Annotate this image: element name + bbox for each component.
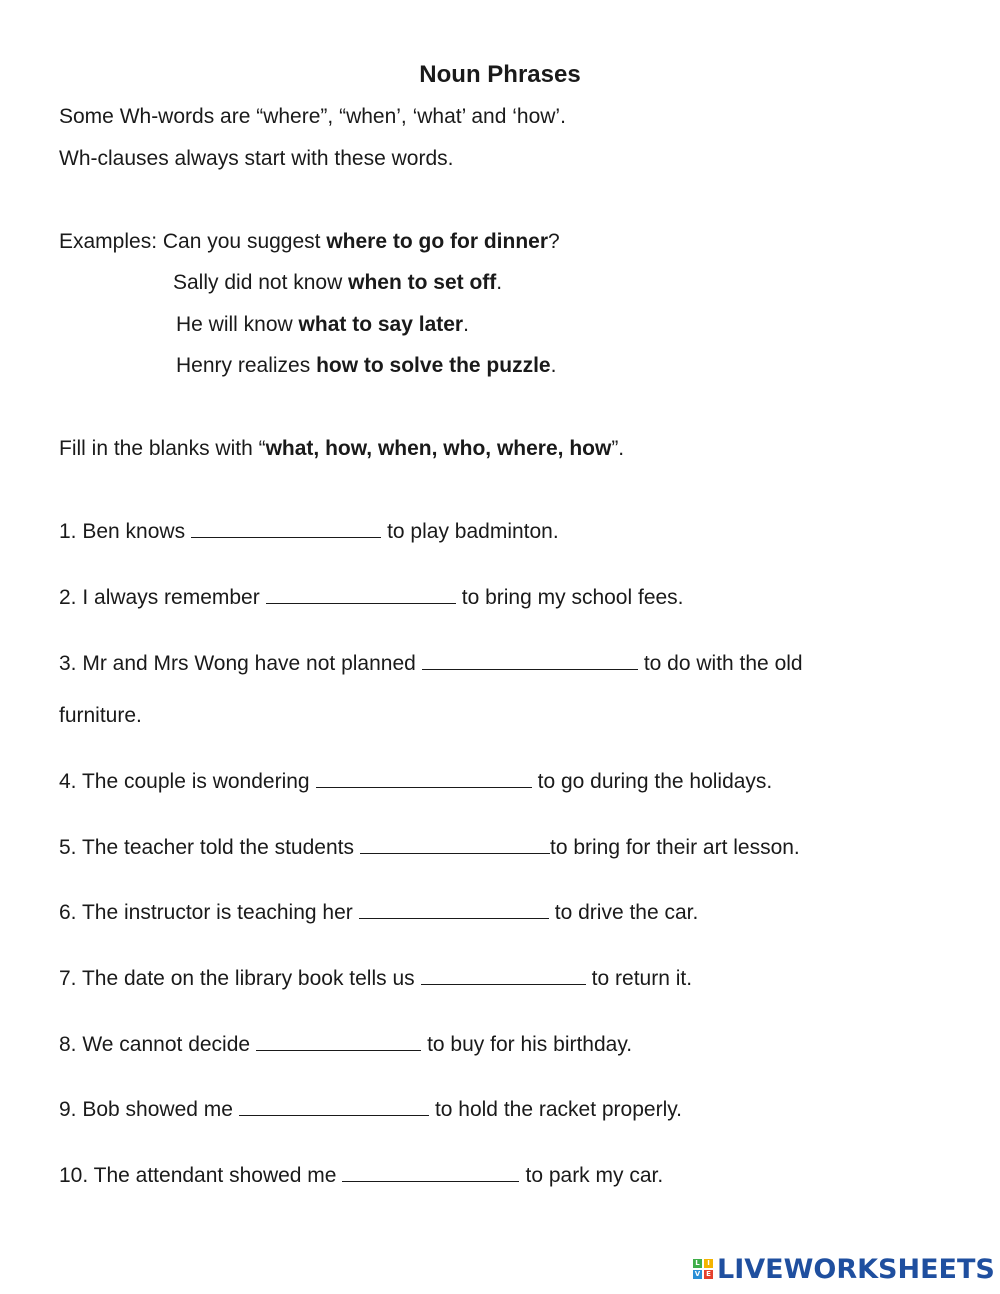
example-post: . <box>463 313 469 336</box>
example-post: . <box>550 354 557 377</box>
question-5 <box>59 835 800 861</box>
example-4 <box>176 353 556 379</box>
instruction-bold: what, how, when, who, where, how <box>265 437 612 460</box>
question-post: to return it. <box>591 967 693 990</box>
answer-blank-6[interactable] <box>359 900 549 919</box>
answer-blank-5[interactable] <box>360 835 550 854</box>
question-3 <box>59 651 803 677</box>
question-pre: 9. Bob showed me <box>59 1098 233 1121</box>
question-pre: 6. The instructor is teaching her <box>59 901 353 924</box>
instruction-post: ”. <box>611 437 625 460</box>
question-6 <box>59 900 698 926</box>
logo-mark-letter: L <box>693 1259 702 1268</box>
question-4 <box>59 769 772 795</box>
question-7 <box>59 966 692 992</box>
question-pre: 3. Mr and Mrs Wong have not planned <box>59 652 416 675</box>
example-3 <box>176 312 469 338</box>
instruction-pre: Fill in the blanks with “ <box>59 437 266 460</box>
instruction <box>59 436 624 462</box>
answer-blank-4[interactable] <box>316 769 532 788</box>
answer-blank-10[interactable] <box>342 1163 519 1182</box>
example-pre: Henry realizes <box>176 354 317 377</box>
answer-blank-8[interactable] <box>256 1032 421 1051</box>
question-post: to park my car. <box>525 1164 664 1187</box>
logo-mark-letter: E <box>704 1270 713 1279</box>
intro-line-2: Wh-clauses always start with these words. <box>59 147 454 170</box>
logo-mark-icon <box>693 1259 713 1279</box>
example-pre: He will know <box>176 313 299 336</box>
example-bold: how to solve the puzzle <box>316 354 551 377</box>
example-2 <box>173 270 502 296</box>
example-bold: where to go for dinner <box>326 230 548 253</box>
question-post: to go during the holidays. <box>537 770 773 793</box>
answer-blank-7[interactable] <box>421 966 586 985</box>
question-post: to bring my school fees. <box>461 586 684 609</box>
question-10 <box>59 1163 663 1189</box>
examples-label: Examples: <box>59 230 158 253</box>
answer-blank-3[interactable] <box>422 651 638 670</box>
logo-mark-letter: I <box>704 1259 713 1268</box>
question-post: to drive the car. <box>554 901 699 924</box>
answer-blank-9[interactable] <box>239 1097 429 1116</box>
question-pre: 8. We cannot decide <box>59 1033 251 1056</box>
question-pre: 7. The date on the library book tells us <box>59 967 415 990</box>
example-bold: what to say later <box>298 313 464 336</box>
question-2 <box>59 585 684 611</box>
question-1 <box>59 519 559 545</box>
question-pre: 10. The attendant showed me <box>59 1164 337 1187</box>
question-post: to buy for his birthday. <box>427 1033 633 1056</box>
example-bold: when to set off <box>348 271 497 294</box>
example-1 <box>59 229 560 255</box>
question-3-continuation: furniture. <box>59 704 142 727</box>
question-pre: 1. Ben knows <box>59 520 186 543</box>
page-title: Noun Phrases <box>419 61 581 88</box>
question-post: to play badminton. <box>387 520 559 543</box>
answer-blank-2[interactable] <box>266 585 456 604</box>
answer-blank-1[interactable] <box>191 519 381 538</box>
example-pre: Can you suggest <box>162 230 327 253</box>
intro-line-1: Some Wh-words are “where”, “when’, ‘what’ and ‘how’. <box>59 105 566 128</box>
question-pre: 4. The couple is wondering <box>59 770 310 793</box>
example-pre: Sally did not know <box>173 271 349 294</box>
logo-text: LIVEWORKSHEETS <box>717 1253 995 1285</box>
liveworksheets-logo <box>693 1254 995 1284</box>
logo-mark-letter: V <box>694 1270 701 1278</box>
question-post: to hold the racket properly. <box>434 1098 683 1121</box>
question-post: to do with the old <box>643 652 803 675</box>
question-9 <box>59 1097 682 1123</box>
example-post: . <box>496 271 503 294</box>
question-post: to bring for their art lesson. <box>549 836 800 859</box>
question-8 <box>59 1032 632 1058</box>
example-post: ? <box>548 230 560 253</box>
question-pre: 2. I always remember <box>59 586 260 609</box>
question-pre: 5. The teacher told the students <box>59 836 354 859</box>
